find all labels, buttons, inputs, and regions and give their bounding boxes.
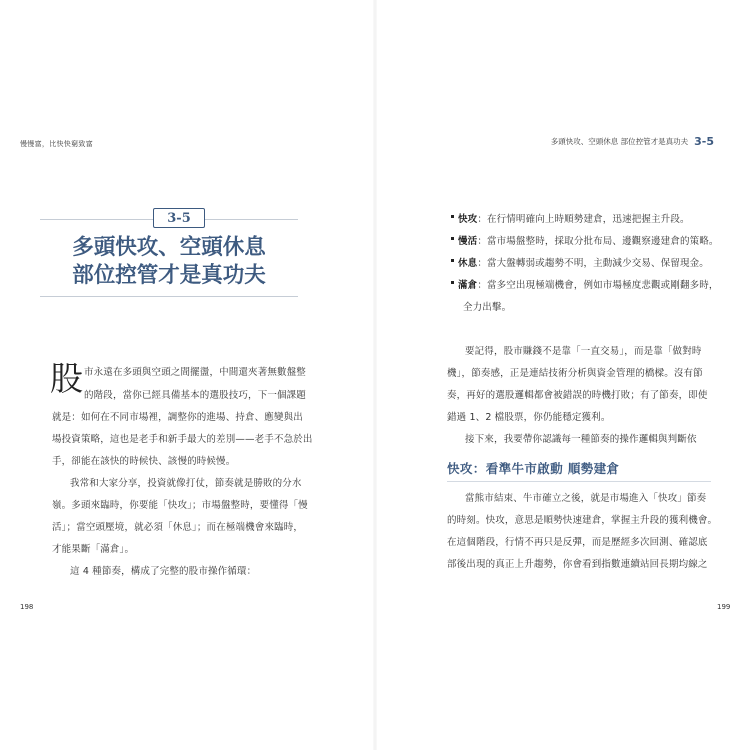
bullet-term: 快攻 — [458, 214, 478, 225]
paragraph-line: 嶺。多頭來臨時，你要能「快攻」；市場盤整時，要懂得「慢 — [52, 500, 308, 511]
page-number-left: 198 — [20, 603, 34, 611]
bullet-item — [458, 255, 709, 269]
bullet-dot — [451, 215, 454, 218]
paragraph-line: 當熊市結束、牛市確立之後，就是市場進入「快攻」節奏 — [465, 493, 707, 504]
bullet-item — [458, 211, 690, 225]
chapter-title-line-1: 多頭快攻、空頭休息 — [72, 235, 266, 260]
paragraph-line: 手，卻能在該快的時候快、該慢的時候慢。 — [52, 456, 236, 467]
paragraph-line: 我常和大家分享，投資就像打仗，節奏就是勝敗的分水 — [70, 478, 302, 489]
bullet-continuation: 全力出擊。 — [463, 302, 512, 313]
paragraph-line: 錯過 1、2 檔股票，你仍能穩定獲利。 — [447, 412, 611, 423]
paragraph-line: 機」，節奏感，正是連結技術分析與資金管理的橋樑。沒有節 — [447, 368, 703, 379]
paragraph-line: 就是：如何在不同市場裡，調整你的進場、持倉、應變與出 — [52, 412, 303, 423]
bullet-item — [458, 277, 719, 291]
paragraph-line: 場投資策略，這也是老手和新手最大的差別——老手不急於出 — [52, 434, 313, 445]
bullet-text: ：當多空出現極端機會，例如市場極度悲觀或剛翻多時， — [477, 280, 719, 291]
paragraph-line: 的時刻。快攻，意思是順勢快速建倉，掌握主升段的獲利機會。 — [447, 515, 718, 526]
paragraph-line: 的階段，當你已經具備基本的選股技巧，下一個課題 — [84, 390, 306, 401]
paragraph-line: 市永遠在多頭與空頭之間擺盪，中間還夾著無數盤整 — [84, 367, 306, 378]
right-running-header — [551, 135, 714, 148]
bullet-dot — [451, 281, 454, 284]
bullet-item — [458, 233, 719, 247]
paragraph-line: 這 4 種節奏，構成了完整的股市操作循環： — [70, 566, 257, 577]
chapter-number-tag: 3-5 — [153, 208, 205, 228]
bullet-dot — [451, 237, 454, 240]
section-heading-rule — [447, 481, 711, 482]
drop-cap: 股 — [50, 359, 83, 398]
paragraph-line: 要記得，股市賺錢不是靠「一直交易」，而是靠「做對時 — [465, 346, 702, 357]
bullet-text: ：在行情明確向上時順勢建倉，迅速把握主升段。 — [477, 214, 690, 225]
chapter-rule-bottom — [40, 296, 298, 297]
right-running-chapter: 3-5 — [694, 135, 714, 148]
page-number-right: 199 — [717, 603, 731, 611]
paragraph-line: 在這個階段，行情不再只是反彈，而是歷經多次回測、確認底 — [447, 537, 708, 548]
bullet-text: ：當市場盤整時，採取分批布局、邊觀察邊建倉的策略。 — [477, 236, 719, 247]
paragraph-line: 部後出現的真正上升趨勢，你會看到指數連續站回長期均線之 — [447, 559, 708, 570]
bullet-term: 休息 — [458, 258, 478, 269]
chapter-title-line-2: 部位控管才是真功夫 — [72, 263, 266, 288]
left-running-header: 慢慢富，比快快窮致富 — [20, 140, 93, 148]
bullet-dot — [451, 259, 454, 262]
section-heading: 快攻：看準牛市啟動 順勢建倉 — [447, 461, 620, 476]
bullet-text: ：當大盤轉弱或趨勢不明，主動減少交易、保留現金。 — [477, 258, 709, 269]
right-running-title: 多頭快攻、空頭休息 部位控管才是真功夫 — [550, 137, 689, 146]
bullet-term: 慢活 — [458, 236, 478, 247]
bullet-term: 滿倉 — [458, 280, 478, 291]
paragraph-line: 活」；當空頭壓境，就必須「休息」；而在極端機會來臨時， — [52, 522, 304, 533]
paragraph-line: 奏，再好的選股邏輯都會被錯誤的時機打敗；有了節奏，即使 — [447, 390, 708, 401]
paragraph-line: 才能果斷「滿倉」。 — [52, 544, 135, 555]
paragraph-line: 接下來，我要帶你認識每一種節奏的操作邏輯與判斷依 — [465, 434, 697, 445]
